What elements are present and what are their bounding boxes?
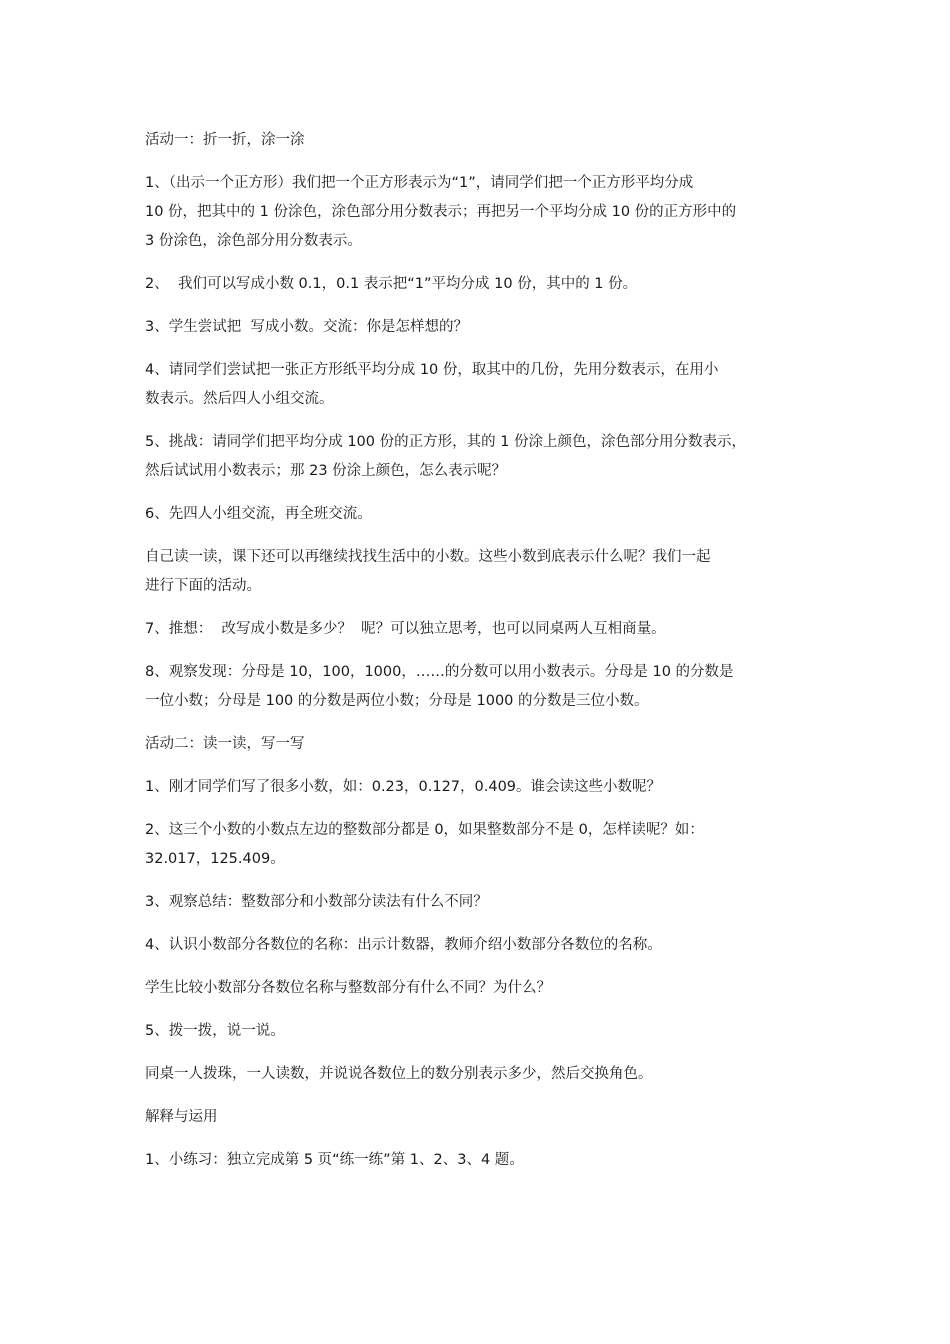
paragraph (145, 773, 817, 802)
paragraph (145, 1103, 817, 1132)
paragraph (145, 270, 817, 299)
paragraph (145, 543, 817, 601)
text-line: 解释与运用 (145, 1109, 218, 1125)
text-line: 1、刚才同学们写了很多小数，如：0.23，0.127，0.409。谁会读这些小数呢？ (145, 779, 662, 795)
text-line: 3、学生尝试把 写成小数。交流：你是怎样想的？ (145, 319, 468, 335)
text-line: 同桌一人拨珠，一人读数，并说说各数位上的数分别表示多少，然后交换角色。 (145, 1066, 653, 1082)
text-line: 5、挑战：请同学们把平均分成 100 份的正方形，其的 1 份涂上颜色，涂色部分用分数表示， (145, 434, 747, 450)
text-line: 1、小练习：独立完成第 5 页“练一练”第 1、2、3、4 题。 (145, 1152, 524, 1168)
text-line: 3 份涂色，涂色部分用分数表示。 (145, 233, 362, 249)
text-line: 2、这三个小数的小数点左边的整数部分都是 0，如果整数部分不是 0，怎样读呢？如： (145, 822, 704, 838)
text-line: 自己读一读，课下还可以再继续找找生活中的小数。这些小数到底表示什么呢？我们一起 (145, 549, 711, 565)
text-line: 3、观察总结：整数部分和小数部分读法有什么不同？ (145, 894, 488, 910)
text-line: 然后试试用小数表示；那 23 份涂上颜色，怎么表示呢？ (145, 463, 507, 479)
paragraph (145, 931, 817, 960)
paragraph (145, 313, 817, 342)
text-line: 4、请同学们尝试把一张正方形纸平均分成 10 份，取其中的几份，先用分数表示，在用小 (145, 362, 719, 378)
paragraph (145, 126, 817, 155)
text-line: 活动二：读一读，写一写 (145, 736, 305, 752)
text-line: 学生比较小数部分各数位名称与整数部分有什么不同？为什么？ (145, 980, 551, 996)
paragraph (145, 356, 817, 414)
paragraph (145, 428, 817, 486)
text-line: 2、 我们可以写成小数 0.1，0.1 表示把“1”平均分成 10 份，其中的 1 份。 (145, 276, 638, 292)
text-line: 数表示。然后四人小组交流。 (145, 391, 334, 407)
document-body (145, 126, 817, 1189)
paragraph (145, 974, 817, 1003)
text-line: 活动一：折一折，涂一涂 (145, 132, 305, 148)
text-line: 10 份，把其中的 1 份涂色，涂色部分用分数表示；再把另一个平均分成 10 份的正方形中的 (145, 204, 737, 220)
paragraph (145, 730, 817, 759)
text-line: 5、拨一拨，说一说。 (145, 1023, 285, 1039)
paragraph (145, 1060, 817, 1089)
paragraph (145, 888, 817, 917)
text-line: 6、先四人小组交流，再全班交流。 (145, 506, 372, 522)
text-line: 32.017，125.409。 (145, 851, 285, 867)
text-line: 1、（出示一个正方形）我们把一个正方形表示为“1”，请同学们把一个正方形平均分成 (145, 175, 694, 191)
text-line: 4、认识小数部分各数位的名称：出示计数器，教师介绍小数部分各数位的名称。 (145, 937, 662, 953)
text-line: 7、推想： 改写成小数是多少？ 呢？可以独立思考，也可以同桌两人互相商量。 (145, 621, 666, 637)
text-line: 进行下面的活动。 (145, 578, 261, 594)
text-line: 8、观察发现：分母是 10，100，1000，……的分数可以用小数表示。分母是 10 的分数是 (145, 664, 734, 680)
text-line: 一位小数；分母是 100 的分数是两位小数；分母是 1000 的分数是三位小数。 (145, 693, 649, 709)
paragraph (145, 500, 817, 529)
paragraph (145, 1146, 817, 1175)
paragraph (145, 1017, 817, 1046)
paragraph (145, 169, 817, 256)
paragraph (145, 816, 817, 874)
paragraph (145, 615, 817, 644)
paragraph (145, 658, 817, 716)
